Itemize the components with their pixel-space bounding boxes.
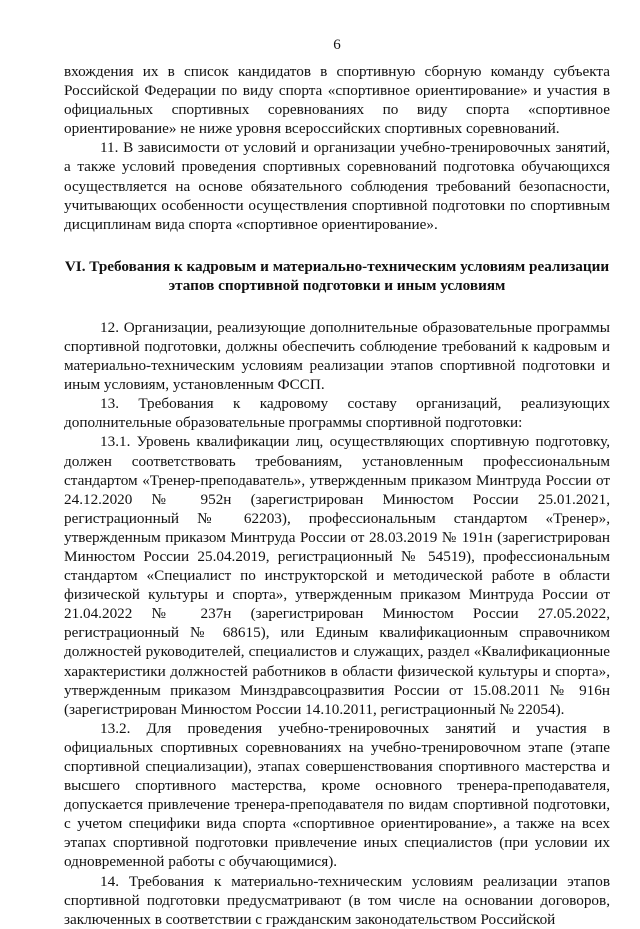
paragraph-13-2: 13.2. Для проведения учебно-тренировочных занятий и участия в официальных спортивных соревнованиях на учебно-тренировочном этапе (этапе спортивной специализации), этапах совершенствования спортивного мастерства и высшего спортивного мастерства, кроме основного тренера-преподавателя, допускается привлечение тренера-преподавателя по видам спортивной подготовки, с учетом специфики вида спорта «спортивное ориентирование», а также на всех этапах спортивной подготовки привлечение иных специалистов (при условии их одновременной работы с обучающимися). (64, 719, 610, 871)
document-page (64, 36, 610, 929)
page-number: 6 (333, 37, 341, 53)
paragraph-13-1: 13.1. Уровень квалификации лиц, осуществляющих спортивную подготовку, должен соответствовать требованиям, установленным профессиональным стандартом «Тренер-преподаватель», утвержденным приказом Минтруда России от 24.12.2020 № 952н (зарегистрирован Минюстом России 25.01.2021, регистрационный № 62203), профессиональным стандартом «Тренер», утвержденным приказом Минтруда России от 28.03.2019 № 191н (зарегистрирован Минюстом России 25.04.2019, регистрационный № 54519), профессиональным стандартом «Специалист по инструкторской и методической работе в области физической культуры и спорта», утвержденным приказом Минтруда России от 21.04.2022 № 237н (зарегистрирован Минюстом России 27.05.2022, регистрационный № 68615), или Единым квалификационным справочником должностей руководителей, специалистов и служащих, раздел «Квалификационные характеристики должностей работников в области физической культуры и спорта», утвержденным приказом Минздравсоцразвития России от 15.08.2011 № 916н (зарегистрирован Минюстом России 14.10.2011, регистрационный № 22054). (64, 433, 610, 718)
paragraph-continuation: вхождения их в список кандидатов в спортивную сборную команду субъекта Российской Федерации по виду спорта «спортивное ориентирование» и участия в официальных спортивных соревнованиях по виду спорта «спортивное ориентирование» не ниже уровня всероссийских спортивных соревнований. (64, 63, 610, 138)
section-heading: VI. Требования к кадровым и материально-техническим условиям реализации этапов спортивной подготовки и иным условиям (64, 257, 610, 294)
paragraph-12: 12. Организации, реализующие дополнительные образовательные программы спортивной подготовки, должны обеспечить соблюдение требований к кадровым и материально-техническим условиям реализации этапов спортивной подготовки и иным условиям, установленным ФССП. (64, 318, 610, 394)
paragraph-13: 13. Требования к кадровому составу организаций, реализующих дополнительные образовательные программы спортивной подготовки: (64, 395, 610, 432)
paragraph-11: 11. В зависимости от условий и организации учебно-тренировочных занятий, а также условий проведения спортивных соревнований подготовка обучающихся осуществляется на основе обязательного соблюдения требований безопасности, учитывающих особенности осуществления спортивной подготовки по спортивным дисциплинам вида спорта «спортивное ориентирование». (64, 139, 610, 233)
paragraph-14: 14. Требования к материально-техническим условиям реализации этапов спортивной подготовки предусматривают (в том числе на основании договоров, заключенных в соответствии с гражданским законодательством Российской (64, 872, 610, 928)
